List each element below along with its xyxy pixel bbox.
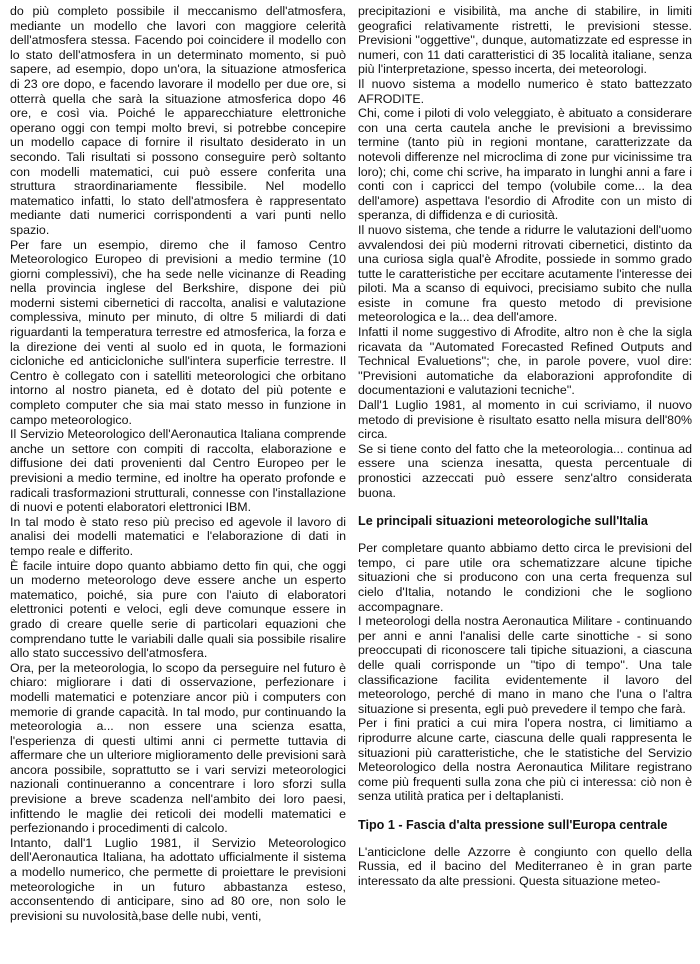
section-heading: Le principali situazioni meteorologiche sull'Italia	[358, 514, 648, 529]
paragraph: Per i fini pratici a cui mira l'opera nostra, ci limitiamo a riprodurre alcune carte, ciascuna delle quali rappresenta le situazioni più caratteristiche, che le statistiche del Servizio Meteorologico della nostra Aeronautica Militare registrano come più frequenti sulla zona che più ci interessa: ciò non è senza utilità pratica per i deltaplanisti.	[358, 716, 692, 804]
section-heading: Tipo 1 - Fascia d'alta pressione sull'Europa centrale	[358, 817, 668, 832]
paragraph: Per fare un esempio, diremo che il famoso Centro Meteorologico Europeo di previsioni a medio termine (10 giorni complessivi), che ha sede nelle vicinanze di Reading nella provincia inglese del Berkshire, dispone dei più moderni sistemi cibernetici di raccolta, analisi e valutazione complessiva, minuto per minuto, di oltre 5 miliardi di dati riguardanti la temperatura terrestre ed atmosferica, la forza e la direzione dei venti al suolo ed in quota, le formazioni cicloniche ed anticicloniche sull'intera superficie terrestre. Il Centro è collegato con i satelliti meteorologici che orbitano intorno al nostro pianeta, ed è dotato del più potente e completo computer che sia mai stato messo in funzione in campo meteorologico.	[10, 237, 346, 427]
paragraph: Dall'1 Luglio 1981, al momento in cui scriviamo, il nuovo metodo di previsione è risultato esatto nella misura dell'80% circa.	[358, 398, 692, 442]
paragraph: Intanto, dall'1 Luglio 1981, il Servizio Meteorologico dell'Aeronautica Italiana, ha adottato ufficialmente il sistema a modello numerico, che permette di proiettare le previsioni meteorologiche in un futuro abbastanza esteso, acconsentendo di anticipare, sino ad 80 ore, non solo le previsioni su nuvolosità,base delle nubi, venti,	[10, 835, 346, 923]
right-column	[358, 4, 692, 889]
paragraph: Per completare quanto abbiamo detto circa le previsioni del tempo, ci pare utile ora schematizzare alcune tipiche situazioni che si producono con una certa frequenza sul cielo d'Italia, notando le condizioni che le sogliono accompagnare.	[358, 541, 692, 614]
paragraph: Se si tiene conto del fatto che la meteorologia... continua ad essere una scienza inesatta, questa percentuale di pronostici azzeccati può essere senz'altro considerata buona.	[358, 441, 692, 500]
paragraph: L'anticiclone delle Azzorre è congiunto con quello della Russia, ed il bacino del Mediterraneo è in gran parte interessato da alte pressioni. Questa situazione meteo-	[358, 844, 692, 889]
paragraph: Il nuovo sistema, che tende a ridurre le valutazioni dell'uomo avvalendosi dei più moderni ritrovati cibernetici, distinto da una curiosa sigla qual'è Afrodite, possiede in sommo grado tutte le caratteristiche per eccitare acutamente l'interesse dei piloti. Ma a scanso di equivoci, precisiamo subito che nulla esiste in comune fra questo metodo di previsione meteorologica e la... dea dell'amore.	[358, 222, 692, 325]
paragraph: Ora, per la meteorologia, lo scopo da perseguire nel futuro è chiaro: migliorare i dati di osservazione, perfezionare i modelli matematici e potenziare ancor più i computers con memorie di grande capacità. In tal modo, pur continuando la meteorologia a... non essere una scienza esatta, l'esperienza di questi ultimi anni ci permette tuttavia di affermare che un ulteriore miglioramento delle previsioni sarà ancora possibile, soprattutto se i vari servizi meteorologici nazionali continueranno a concentrare i loro sforzi sulla previsione a breve scadenza nell'ambito dei loro paesi, infittendo le maglie dei reticoli dei modelli matematici e perfezionando i procedimenti di calcolo.	[10, 660, 346, 836]
paragraph: È facile intuire dopo quanto abbiamo detto fin qui, che oggi un moderno meteorologo deve essere anche un esperto matematico, poiché, sia pure con l'aiuto di elaboratori elettronici potenti e veloci, egli deve comunque essere in grado di creare quelle serie di particolari equazioni che comprendano tutte le variabili dalle quali sia possibile risalire allo stato successivo dell'atmosfera.	[10, 558, 346, 661]
paragraph: In tal modo è stato reso più preciso ed agevole il lavoro di analisi dei modelli matematici e l'elaborazione di dati in tempo reale e differito.	[10, 514, 346, 558]
paragraph: Chi, come i piloti di volo veleggiato, è abituato a considerare con una certa cautela anche le previsioni a brevissimo termine (tanto più in regioni montane, caratterizzate da notevoli differenze nel microclima di zone pur vicinissime tra loro); chi, come chi scrive, ha imparato in lunghi anni a fare i conti con i capricci del tempo (volubile come... la dea dell'amore) aspettava l'esordio di Afrodite con un misto di speranza, di diffidenza e di curiosità.	[358, 106, 692, 223]
paragraph: precipitazioni e visibilità, ma anche di stabilire, in limiti geografici relativamente ristretti, le previsioni stesse. Previsioni ''oggettive'', dunque, automatizzate ed espresse in numeri, con 11 dati caratteristici di 35 località italiane, senza più l'interpretazione, spesso incerta, dei meteorologi.	[358, 4, 692, 77]
left-column	[10, 4, 346, 923]
paragraph: Infatti il nome suggestivo di Afrodite, altro non è che la sigla ricavata da ''Automated Forecasted Refined Outputs and Technical Evaluetions''; che, in parole povere, vuol dire: ''Previsioni automatiche da elaborazioni approfondite di documentazioni e valutazioni tecniche''.	[358, 325, 692, 398]
paragraph: Il nuovo sistema a modello numerico è stato battezzato AFRODITE.	[358, 76, 692, 106]
paragraph: do più completo possibile il meccanismo dell'atmosfera, mediante un modello che lavori con maggiore celerità dell'atmosfera stessa. Facendo poi coincidere il modello con lo stato dell'atmosfera in un determinato momento, si può sapere, ad esempio, dopo un'ora, la situazione atmosferica di 23 ore dopo, e facendo lavorare il modello per due ore, si otterrà quella che sarà la situazione atmosferica dopo 46 ore, e così via. Poiché le apparecchiature elettroniche operano oggi con tempi molto brevi, si potrebbe concepire un modello capace di fornire il risultato desiderato in un secondo. Tali risultati si possono conseguire però soltanto con modelli matematici, cui può essere conferita una struttura straordinariamente flessibile. Nel modello matematico infatti, lo stato dell'atmosfera è rappresentato mediante dati numerici corrispondenti a vari punti nello spazio.	[10, 4, 346, 237]
paragraph: Il Servizio Meteorologico dell'Aeronautica Italiana comprende anche un settore con compiti di raccolta, elaborazione e diffusione dei dati provenienti dal Centro Europeo per le previsioni a medio termine, ed inoltre ha operato profonde e radicali trasformazioni strutturali, connesse con l'installazione di nuovi e potenti elaboratori elettronici IBM.	[10, 427, 346, 515]
paragraph: I meteorologi della nostra Aeronautica Militare - continuando per anni e anni l'analisi delle carte sinottiche - si sono preoccupati di riconoscere tali tipiche situazioni, a ciascuna delle quali corrisponde un ''tipo di tempo''. Una tale classificazione facilita evidentemente il lavoro del meteorologo, perché di mano in mano che l'una o l'altra situazione si presenta, egli può prevedere il tempo che farà.	[358, 614, 692, 716]
